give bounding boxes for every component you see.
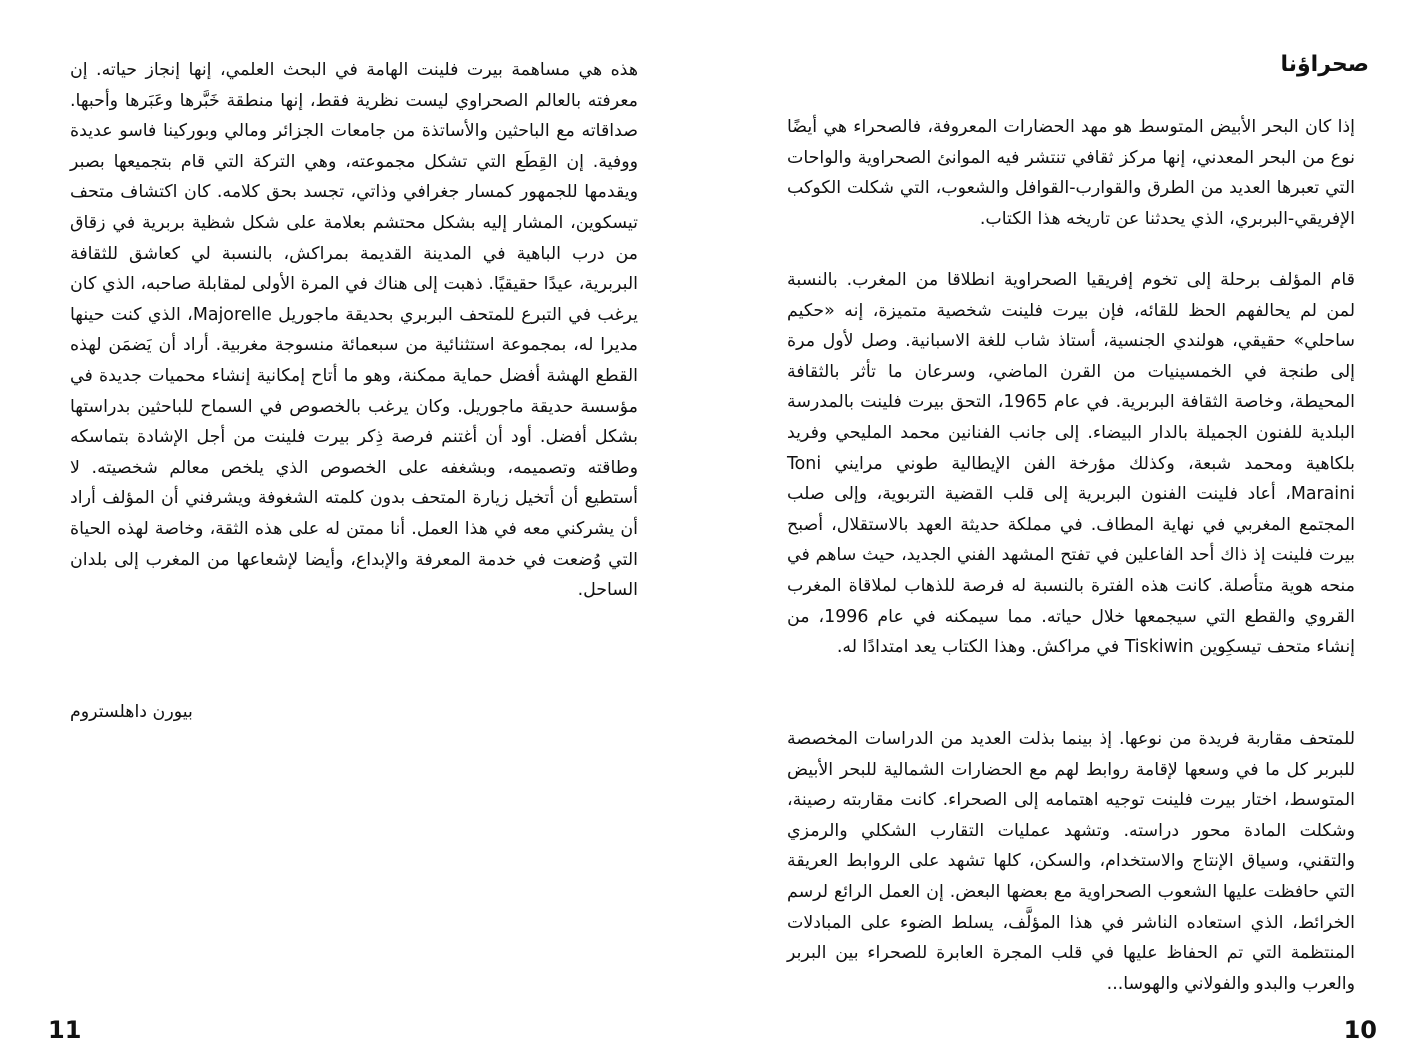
page-number-left: 11 (48, 1016, 82, 1044)
right-paragraph-3: للمتحف مقاربة فريدة من نوعها. إذ بينما بذلت العديد من الدراسات المخصصة للبربر كل ما في وسعها لإقامة روابط لهم مع الحضارات الشمالية للبحر الأبيض المتوسط، اختار بيرت فلينت توجيه اهتمامه إلى الصحراء. كانت مقاربته رصينة، وشكلت المادة محور دراسته. وتشهد عمليات التقارب الشكلي والرمزي والتقني، وسياق الإنتاج والاستخدام، والسكن، كلها تشهد على الروابط العريقة التي حافظت عليها الشعوب الصحراوية مع بعضها البعض. إن العمل الرائع لرسم الخرائط، الذي استعاده الناشر في هذا المؤلَّف، يسلط الضوء على المبادلات المنتظمة التي تم الحفاظ عليها في قلب المجرة العابرة للصحراء بين البربر والعرب والبدو والفولاني والهوسا... (787, 729, 1355, 994)
right-page (708, 0, 1417, 1063)
author-signature: بيورن داهلستروم (70, 702, 193, 722)
left-page-body-text: هذه هي مساهمة بيرت فلينت الهامة في البحث العلمي، إنها إنجاز حياته. إن معرفته بالعالم الصحراوي ليست نظرية فقط، إنها منطقة خَبَّرها وعَبَرها وأحبها. صداقاته مع الباحثين والأساتذة من جامعات الجزائر ومالي وبوركينا فاسو عديدة ووفية. إن القِطَع التي تشكل مجموعته، وهي التركة التي قام بتجميعها بصبر ويقدمها للجمهور كمسار جغرافي وذاتي، تجسد بحق كلامه. كان اكتشاف متحف تيسكوين، المشار إليه بشكل محتشم بعلامة على شكل شظية بربرية في زقاق من درب الباهية في المدينة القديمة بمراكش، بالنسبة لي كعاشق للثقافة البربرية، عيدًا حقيقيًا. ذهبت إلى هناك في المرة الأولى لمقابلة صاحبه، الذي كان يرغب في التبرع للمتحف البربري بحديقة ماجوريل Majorelle، الذي كنت حينها مديرا له، بمجموعة استثنائية من سبعمائة منسوجة مغربية. أراد أن يَضمَن لهذه القطع الهشة أفضل حماية ممكنة، وهو ما أتاح إمكانية إنشاء محميات جديدة في مؤسسة حديقة ماجوريل. وكان يرغب بالخصوص في السماح للباحثين بدراستها بشكل أفضل. أود أن أغتنم فرصة ذِكر بيرت فلينت من أجل الإشادة بتماسكه وطاقته وتصميمه، وبشغفه على الخصوص الذي يلخص معالم شخصيته. لا أستطيع أن أتخيل زيارة المتحف بدون كلمته الشغوفة ويشرفني أن المؤلف أراد أن يشركني معه في هذا العمل. أنا ممتن له على هذه الثقة، وخاصة لهذه الحياة التي وُضعت في خدمة المعرفة والإبداع، وأيضا لإشعاعها من المغرب إلى بلدان الساحل. (70, 60, 639, 601)
right-paragraph-2: قام المؤلف برحلة إلى تخوم إفريقيا الصحراوية انطلاقا من المغرب. بالنسبة لمن لم يحالفهم الحظ للقائه، فإن بيرت فلينت شخصية متميزة، إنه «حكيم ساحلي» حقيقي، هولندي الجنسية، أستاذ شاب للغة الاسبانية. وصل لأول مرة إلى طنجة في الخمسينيات من القرن الماضي، وسرعان ما تأثر بالثقافة المحيطة، وخاصة الثقافة البربرية. في عام 1965، التحق بيرت فلينت بالمدرسة البلدية للفنون الجميلة بالدار البيضاء. إلى جانب الفنانين محمد المليحي وفريد بلكاهية ومحمد شبعة، وكذلك مؤرخة الفن الإيطالية طوني مرايني Toni Maraini، أعاد فلينت الفنون البربرية إلى قلب القضية التربوية، وإلى صلب المجتمع المغربي في نهاية المطاف. في مملكة حديثة العهد بالاستقلال، أصبح بيرت فلينت إذ ذاك أحد الفاعلين في تفتح المشهد الفني الجديد، حيث ساهم في منحه هوية متأصلة. كانت هذه الفترة بالنسبة له فرصة للذهاب لملاقاة المغرب القروي والقطع التي سيجمعها خلال حياته. مما سيمكنه في عام 1996، من إنشاء متحف تيسكِوين Tiskiwin في مراكش. وهذا الكتاب يعد امتدادًا له. (787, 270, 1355, 658)
right-paragraph-1: إذا كان البحر الأبيض المتوسط هو مهد الحضارات المعروفة، فالصحراء هي أيضًا نوع من البحر المعدني، إنها مركز ثقافي تنتشر فيه الموانئ الصحراوية والواحات التي تعبرها العديد من الطرق والقوارب-القوافل والشعوب، التي شكلت الكوكب الإفريقي-البربري، الذي يحدثنا عن تاريخه هذا الكتاب. (787, 117, 1355, 229)
left-page (0, 0, 708, 1063)
chapter-title: صحراؤنا (1280, 52, 1369, 77)
page-number-right: 10 (1343, 1016, 1377, 1044)
